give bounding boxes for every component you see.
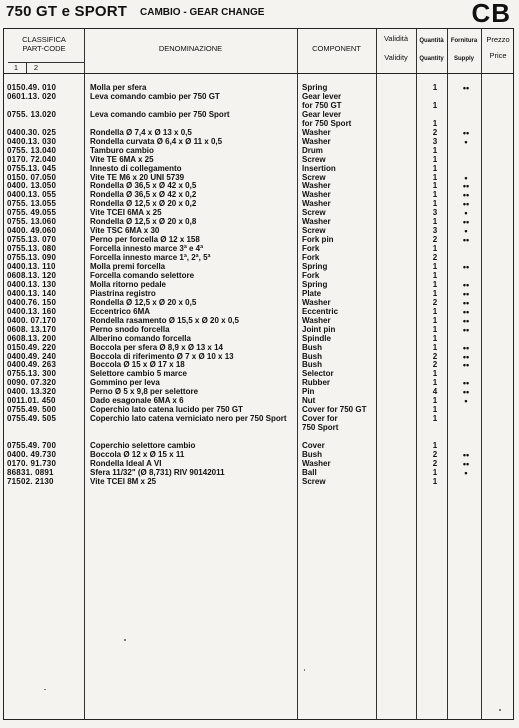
part-code-cell: 0400.76. 150	[7, 297, 57, 307]
component-cell: Screw	[302, 226, 326, 236]
description-cell: Rondella Ø 36,5 x Ø 42 x 0,2	[90, 190, 197, 200]
quantity-cell: 1	[432, 163, 438, 173]
supply-cell: ••	[462, 324, 470, 335]
component-cell: Cover for 750 GT	[302, 405, 367, 415]
component-cell: Cover for	[302, 414, 338, 424]
col-header-validity: Validity	[384, 53, 408, 62]
table-row	[4, 200, 515, 209]
description-cell: Gommino per leva	[90, 378, 160, 388]
supply-cell: •	[464, 226, 468, 237]
table-row	[4, 361, 515, 370]
table-row	[4, 478, 515, 487]
description-cell: Forcella comando selettore	[90, 270, 195, 280]
table-row	[4, 326, 515, 335]
quantity-cell: 1	[432, 333, 438, 343]
scan-speck	[304, 669, 305, 671]
part-code-cell: 0400. 07.170	[7, 315, 57, 325]
quantity-cell: 1	[432, 324, 438, 334]
quantity-cell: 1	[432, 414, 438, 424]
table-row	[4, 290, 515, 299]
part-code-cell: 0755.13. 300	[7, 369, 57, 379]
supply-cell: ••	[462, 83, 470, 93]
table-row	[4, 174, 515, 183]
description-cell: Vite TE 6MA x 25	[90, 154, 154, 164]
component-cell: Washer	[302, 199, 331, 209]
col-header-quantity: Quantity	[419, 56, 444, 62]
col-sub-1: 1	[13, 63, 19, 72]
component-cell: Screw	[302, 154, 326, 164]
description-cell: Selettore cambio 5 marce	[90, 369, 187, 379]
col-header-classifica: CLASSIFICA	[22, 35, 66, 44]
quantity-cell: 1	[432, 396, 438, 406]
table-row	[4, 370, 515, 379]
table-row	[4, 84, 515, 93]
quantity-cell: 1	[432, 467, 438, 477]
part-code-cell: 0150.49. 010	[7, 83, 57, 92]
part-code-cell: 0755. 13.020	[7, 109, 57, 119]
table-row	[4, 397, 515, 406]
table-row	[4, 353, 515, 362]
quantity-cell: 1	[432, 369, 438, 379]
part-code-cell: 0755.49. 700	[7, 441, 57, 450]
supply-cell: ••	[462, 449, 470, 460]
description-cell: Molla premi forcella	[90, 262, 166, 271]
description-cell: Forcella innesto marce 1ª, 2ª, 5ª	[90, 253, 211, 263]
quantity-cell: 1	[432, 172, 438, 182]
quantity-cell: 1	[432, 306, 438, 316]
table-row	[4, 335, 515, 344]
component-cell: Pin	[302, 387, 315, 397]
component-cell: for 750 Sport	[302, 118, 352, 128]
quantity-cell: 2	[432, 297, 438, 307]
description-cell: Molla ritorno pedale	[90, 279, 167, 289]
table-row	[4, 424, 515, 433]
scan-speck	[499, 709, 501, 711]
quantity-cell: 1	[432, 378, 438, 388]
part-code-cell: 0755.49. 505	[7, 414, 57, 424]
scan-speck	[44, 689, 46, 690]
quantity-cell: 1	[432, 270, 438, 280]
scan-speck	[124, 639, 126, 641]
description-cell: Boccola Ø 12 x Ø 15 x 11	[90, 449, 185, 459]
part-code-cell: 0755.13. 080	[7, 244, 57, 254]
part-code-cell: 0755.13. 070	[7, 235, 57, 245]
table-row	[4, 442, 515, 451]
table-row	[4, 308, 515, 317]
part-code-cell: 0400.49. 240	[7, 351, 57, 361]
component-cell: Spring	[302, 83, 328, 92]
quantity-cell: 1	[432, 315, 438, 325]
component-cell: Screw	[302, 172, 326, 182]
quantity-cell: 2	[432, 458, 438, 468]
part-code-cell: 71502. 2130	[7, 476, 54, 486]
description-cell: Rondella curvata Ø 6,4 x Ø 11 x 0,5	[90, 136, 223, 146]
col-sub-2: 2	[33, 63, 39, 72]
quantity-cell: 1	[432, 190, 438, 200]
part-code-cell: 0400. 49.730	[7, 449, 57, 459]
description-cell: Alberino comando forcella	[90, 333, 191, 343]
part-code-cell: 0400.13. 130	[7, 279, 57, 289]
quantity-cell: 1	[432, 279, 438, 289]
subheader-divider	[26, 62, 27, 73]
table-row	[4, 93, 515, 102]
description-cell: Vite TE M6 x 20 UNI 5739	[90, 172, 185, 182]
supply-cell: ••	[462, 458, 470, 469]
table-row	[4, 147, 515, 156]
col-header-fornitura: Fornitura	[450, 38, 478, 44]
part-code-cell: 0011.01. 450	[7, 396, 56, 406]
component-cell: Ball	[302, 467, 317, 477]
table-row	[4, 129, 515, 138]
supply-cell: •	[464, 136, 468, 147]
component-cell: Washer	[302, 315, 331, 325]
component-cell: Spring	[302, 262, 328, 271]
header-divider	[4, 73, 513, 74]
description-cell: Tamburo cambio	[90, 145, 154, 155]
supply-cell: ••	[462, 297, 470, 308]
component-cell: Washer	[302, 217, 331, 227]
description-cell: Boccola di riferimento Ø 7 x Ø 10 x 13	[90, 351, 234, 361]
quantity-cell: 1	[432, 181, 438, 191]
table-row	[4, 451, 515, 460]
supply-cell: ••	[462, 360, 470, 371]
component-cell: Spindle	[302, 333, 331, 343]
table-row	[4, 263, 515, 272]
quantity-cell: 1	[432, 100, 438, 110]
supply-cell: ••	[462, 315, 470, 326]
component-cell: Cover	[302, 441, 325, 450]
component-cell: Gear lever	[302, 91, 342, 101]
description-cell: Coperchio lato catena lucido per 750 GT	[90, 405, 243, 415]
table-row	[4, 272, 515, 281]
part-code-cell: 0400.30. 025	[7, 127, 57, 137]
part-code-cell: 0608.13. 200	[7, 333, 57, 343]
supply-cell: ••	[462, 127, 470, 138]
table-row	[4, 120, 515, 129]
parts-table	[3, 28, 514, 720]
part-code-cell: 0400.13. 055	[7, 190, 57, 200]
table-row	[4, 299, 515, 308]
description-cell: Vite TCEI 8M x 25	[90, 476, 157, 486]
table-row	[4, 460, 515, 469]
supply-cell: •	[464, 467, 468, 478]
component-cell: Spring	[302, 279, 328, 289]
page-title: 750 GT e SPORT	[6, 3, 128, 20]
description-cell: Coperchio lato catena verniciato nero per 750 Sport	[90, 414, 287, 424]
part-code-cell: 0400. 49.060	[7, 226, 57, 236]
table-row	[4, 388, 515, 397]
component-cell: Nut	[302, 396, 316, 406]
table-row	[4, 245, 515, 254]
part-code-cell: 0755.13. 090	[7, 253, 57, 263]
quantity-cell: 1	[432, 244, 438, 254]
description-cell: Perno snodo forcella	[90, 324, 170, 334]
part-code-cell: 0601.13. 020	[7, 91, 57, 101]
part-code-cell: 0608.13. 120	[7, 270, 57, 280]
quantity-cell: 1	[432, 262, 438, 271]
supply-cell: ••	[462, 199, 470, 210]
description-cell: Sfera 11/32" (Ø 8,731) RIV 90142011	[90, 467, 225, 477]
description-cell: Rondella Ideal A VI	[90, 458, 162, 468]
description-cell: Rondella Ø 12,5 x Ø 20 x 0,8	[90, 217, 197, 227]
part-code-cell: 0755.13. 045	[7, 163, 57, 173]
part-code-cell: 0170. 72.040	[7, 154, 57, 164]
table-row	[4, 317, 515, 326]
description-cell: Eccentrico 6MA	[90, 306, 151, 316]
part-code-cell: 0755. 13.060	[7, 217, 57, 227]
col-header-part-code: PART-CODE	[22, 44, 66, 53]
part-code-cell: 0400.13. 030	[7, 136, 57, 146]
table-row	[4, 138, 515, 147]
table-row	[4, 218, 515, 227]
description-cell: Vite TCEI 6MA x 25	[90, 208, 162, 218]
supply-cell: ••	[462, 288, 470, 299]
part-code-cell: 86831. 0891	[7, 467, 54, 477]
quantity-cell: 2	[432, 235, 438, 245]
table-row	[4, 191, 515, 200]
table-row	[4, 469, 515, 478]
quantity-cell: 2	[432, 351, 438, 361]
part-code-cell: 0150.49. 220	[7, 342, 57, 352]
component-cell: Drum	[302, 145, 323, 155]
description-cell: Forcella innesto marce 3ª e 4ª	[90, 244, 204, 254]
description-cell: Rondella rasamento Ø 15,5 x Ø 20 x 0,5	[90, 315, 239, 325]
part-code-cell: 0400. 13.050	[7, 181, 57, 191]
part-code-cell: 0755. 13.055	[7, 199, 57, 209]
supply-cell: ••	[462, 217, 470, 228]
table-row	[4, 111, 515, 120]
quantity-cell: 1	[432, 83, 438, 92]
part-code-cell: 0755. 13.040	[7, 145, 57, 155]
component-cell: Bush	[302, 351, 322, 361]
component-cell: Fork pin	[302, 235, 334, 245]
description-cell: Piastrina registro	[90, 288, 156, 298]
supply-cell: •	[464, 208, 468, 219]
description-cell: Perno Ø 5 x 9,8 per selettore	[90, 387, 199, 397]
supply-cell: ••	[462, 279, 470, 290]
quantity-cell: 1	[432, 288, 438, 298]
part-code-cell: 0150. 07.050	[7, 172, 57, 182]
table-row	[4, 209, 515, 218]
component-cell: 750 Sport	[302, 423, 339, 433]
quantity-cell: 3	[432, 136, 438, 146]
section-code: CB	[471, 0, 511, 28]
part-code-cell: 0400.13. 140	[7, 288, 57, 298]
table-row	[4, 227, 515, 236]
table-row	[4, 281, 515, 290]
description-cell: Rondella Ø 12,5 x Ø 20 x 0,2	[90, 199, 197, 209]
table-row	[4, 344, 515, 353]
component-cell: Rubber	[302, 378, 330, 388]
description-cell: Boccola per sfera Ø 8,9 x Ø 13 x 14	[90, 342, 223, 352]
quantity-cell: 2	[432, 360, 438, 370]
col-header-supply: Supply	[453, 56, 474, 62]
description-cell: Molla per sfera	[90, 83, 147, 92]
description-cell: Boccola Ø 15 x Ø 17 x 18	[90, 360, 185, 370]
component-cell: Washer	[302, 297, 331, 307]
col-header-price: Price	[489, 51, 507, 60]
section-subtitle: CAMBIO - GEAR CHANGE	[140, 7, 265, 18]
component-cell: Fork	[302, 253, 320, 263]
component-cell: Bush	[302, 342, 322, 352]
col-header-quantita: Quantità	[419, 38, 444, 44]
component-cell: Gear lever	[302, 109, 342, 119]
part-code-cell: 0400.49. 263	[7, 360, 57, 370]
table-row	[4, 433, 515, 442]
component-cell: Plate	[302, 288, 322, 298]
part-code-cell: 0170. 91.730	[7, 458, 57, 468]
quantity-cell: 3	[432, 208, 438, 218]
description-cell: Perno per forcella Ø 12 x 158	[90, 235, 200, 245]
quantity-cell: 1	[432, 118, 438, 128]
part-code-cell: 0755.49. 500	[7, 405, 57, 415]
component-cell: for 750 GT	[302, 100, 342, 110]
quantity-cell: 1	[432, 217, 438, 227]
quantity-cell: 1	[432, 145, 438, 155]
table-row	[4, 156, 515, 165]
supply-cell: ••	[462, 190, 470, 201]
supply-cell: ••	[462, 262, 470, 272]
component-cell: Washer	[302, 136, 331, 146]
supply-cell: ••	[462, 306, 470, 317]
component-cell: Bush	[302, 449, 322, 459]
component-cell: Selector	[302, 369, 334, 379]
description-cell: Rondella Ø 12,5 x Ø 20 x 0,5	[90, 297, 197, 307]
supply-cell: ••	[462, 342, 470, 353]
quantity-cell: 2	[432, 449, 438, 459]
col-header-component: COMPONENT	[312, 44, 361, 53]
quantity-cell: 1	[432, 476, 438, 486]
component-cell: Washer	[302, 181, 331, 191]
supply-cell: ••	[462, 351, 470, 362]
quantity-cell: 2	[432, 127, 438, 137]
description-cell: Vite TSC 6MA x 30	[90, 226, 160, 236]
table-row	[4, 236, 515, 245]
table-row	[4, 415, 515, 424]
component-cell: Screw	[302, 208, 326, 218]
component-cell: Bush	[302, 360, 322, 370]
description-cell: Leva comando cambio per 750 GT	[90, 91, 220, 101]
component-cell: Eccentric	[302, 306, 339, 316]
description-cell: Innesto di collegamento	[90, 163, 182, 173]
component-cell: Joint pin	[302, 324, 336, 334]
description-cell: Coperchio selettore cambio	[90, 441, 196, 450]
component-cell: Washer	[302, 127, 331, 137]
table-row	[4, 182, 515, 191]
table-row	[4, 102, 515, 111]
component-cell: Screw	[302, 476, 326, 486]
col-header-validita: Validità	[383, 34, 409, 43]
description-cell: Dado esagonale 6MA x 6	[90, 396, 184, 406]
table-row	[4, 165, 515, 174]
table-row	[4, 379, 515, 388]
part-code-cell: 0400.13. 110	[7, 262, 56, 271]
table-row	[4, 254, 515, 263]
quantity-cell: 1	[432, 342, 438, 352]
col-header-denominazione: DENOMINAZIONE	[158, 44, 223, 53]
description-cell: Leva comando cambio per 750 Sport	[90, 109, 230, 119]
page-header	[0, 0, 519, 28]
component-cell: Washer	[302, 458, 331, 468]
supply-cell: ••	[462, 387, 470, 398]
col-header-prezzo: Prezzo	[486, 35, 510, 44]
supply-cell: •	[464, 396, 468, 407]
component-cell: Fork	[302, 270, 320, 280]
quantity-cell: 1	[432, 199, 438, 209]
description-cell: Rondella Ø 7,4 x Ø 13 x 0,5	[90, 127, 192, 137]
quantity-cell: 2	[432, 253, 438, 263]
quantity-cell: 1	[432, 405, 438, 415]
part-code-cell: 0400.13. 160	[7, 306, 57, 316]
supply-cell: ••	[462, 181, 470, 192]
quantity-cell: 3	[432, 226, 438, 236]
component-cell: Insertion	[302, 163, 336, 173]
part-code-cell: 0755. 49.055	[7, 208, 57, 218]
quantity-cell: 1	[432, 441, 438, 450]
part-code-cell: 0400. 13.320	[7, 387, 57, 397]
description-cell: Rondella Ø 36,5 x Ø 42 x 0,5	[90, 181, 197, 191]
component-cell: Washer	[302, 190, 331, 200]
supply-cell: ••	[462, 378, 470, 389]
supply-cell: ••	[462, 235, 470, 246]
component-cell: Fork	[302, 244, 320, 254]
part-code-cell: 0090. 07.320	[7, 378, 57, 388]
quantity-cell: 1	[432, 154, 438, 164]
quantity-cell: 4	[432, 387, 438, 397]
part-code-cell: 0608. 13.170	[7, 324, 57, 334]
supply-cell: •	[464, 172, 468, 183]
